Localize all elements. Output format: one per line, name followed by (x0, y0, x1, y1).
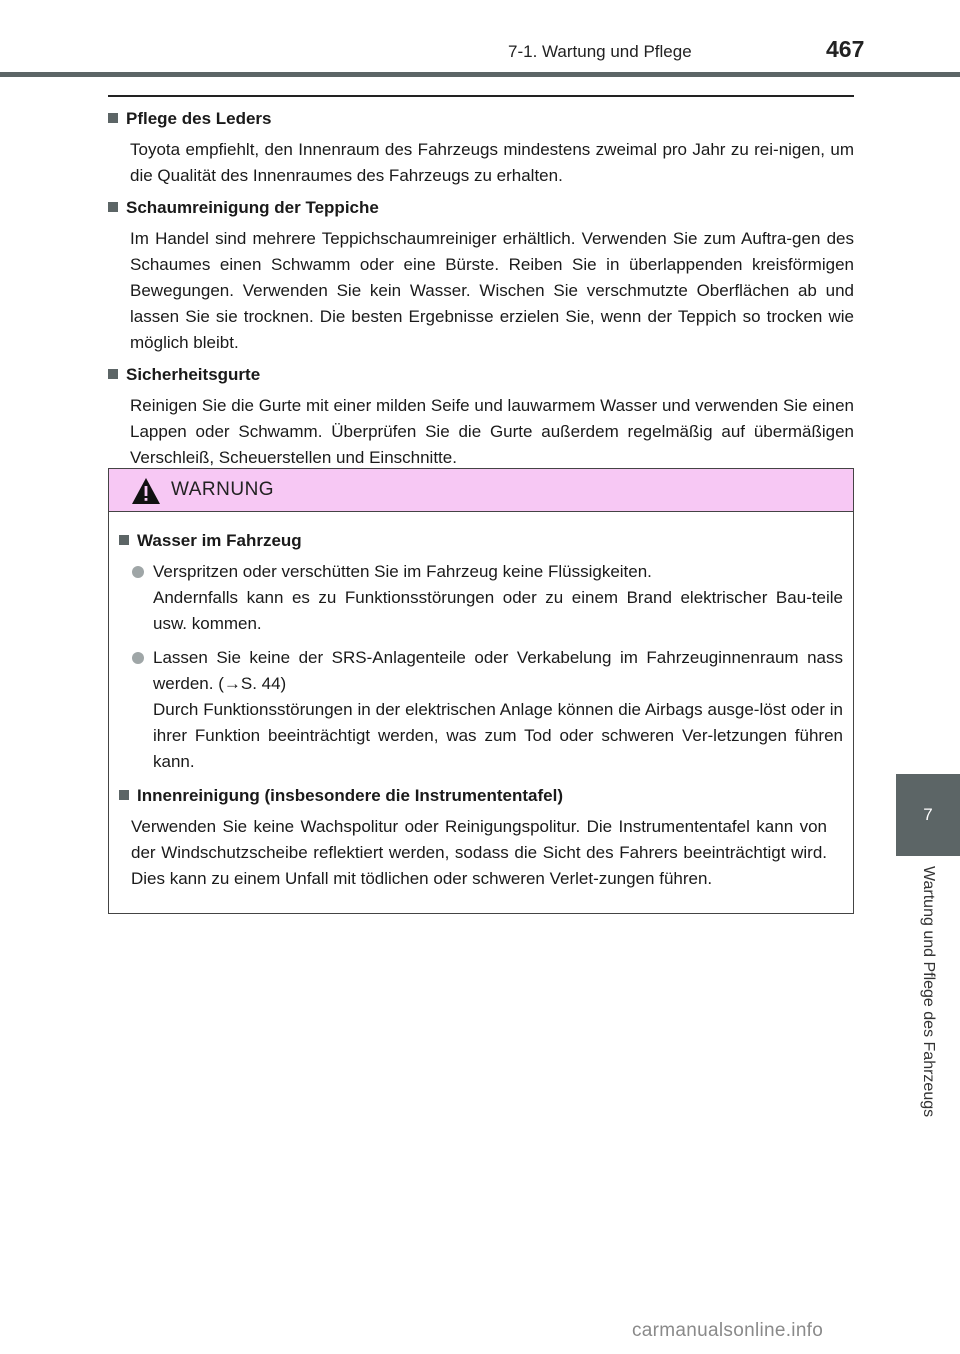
section-heading: Pflege des Leders (126, 109, 272, 128)
chapter-label: Wartung und Pflege des Fahrzeugs (920, 866, 937, 1118)
main-content (108, 106, 854, 477)
square-bullet-icon (108, 202, 118, 212)
section-text: Toyota empfiehlt, den Innenraum des Fahrzeugs mindestens zweimal pro Jahr zu rei-nigen, um die Qualität des Innenraumes des Fahrzeugs zu erhalten. (130, 140, 854, 185)
square-bullet-icon (119, 535, 129, 545)
warning-bullet: Verspritzen oder verschütten Sie im Fahrzeug keine Flüssigkeiten. Andernfalls kann es zu Funktionsstörungen oder zu einem Brand elektrischer Bau-teile usw. kommen. (119, 559, 843, 637)
page-header (0, 0, 960, 74)
section-carpet (108, 195, 854, 356)
section-heading: Sicherheitsgurte (126, 365, 261, 384)
warning-bullet: Lassen Sie keine der SRS-Anlagenteile oder Verkabelung im Fahrzeuginnenraum nass werden. (→S. 44) Durch Funktionsstörungen in der elektrischen Anlage können die Airbags ausge-löst oder in ihrer Funktion beeinträchtigt werden, was zum Tod oder schweren Ver-letzungen führen kann. (119, 645, 843, 775)
page-number: 467 (826, 36, 865, 62)
section-text: Reinigen Sie die Gurte mit einer milden Seife und lauwarmem Wasser und verwenden Sie einen Lappen oder Schwamm. Überprüfen Sie die Gurte außerdem regelmäßig auf übermäßigen Verschleiß, Scheuerstellen und Einschnitte. (130, 396, 854, 467)
warning-header (109, 469, 853, 512)
square-bullet-icon (108, 113, 118, 123)
warning-triangle-icon (131, 477, 161, 505)
section-leather (108, 106, 854, 189)
square-bullet-icon (119, 790, 129, 800)
warning-box (108, 468, 854, 914)
chapter-side-label (898, 866, 958, 1166)
top-rule (108, 95, 854, 97)
warning-text: Verwenden Sie keine Wachspolitur oder Reinigungspolitur. Die Instrumententafel kann von der Windschutzscheibe reflektiert werden, sodass die Sicht des Fahrers beeinträchtigt wird. Dies kann zu einem Unfall mit tödlichen oder schweren Verlet-zungen führen. (131, 817, 827, 888)
warning-subheading: Wasser im Fahrzeug (137, 531, 302, 550)
round-bullet-icon (132, 566, 144, 578)
square-bullet-icon (108, 369, 118, 379)
warning-label: WARNUNG (171, 479, 275, 500)
watermark: carmanualsonline.info (632, 1320, 824, 1341)
warning-body (109, 512, 853, 892)
header-stripe (0, 72, 960, 77)
section-seatbelts (108, 362, 854, 471)
round-bullet-icon (132, 652, 144, 664)
section-text: Im Handel sind mehrere Teppichschaumreiniger erhältlich. Verwenden Sie zum Auftra-gen des Schaumes einen Schwamm oder eine Bürste. Reiben Sie in überlappenden kreisförmigen Bewegungen. Verwenden Sie kein Wasser. Wischen Sie verschmutzte Oberflächen ab und lassen Sie sie trocknen. Die besten Ergebnisse erzielen Sie, wenn der Teppich so trocken wie möglich bleibt. (130, 229, 854, 352)
section-heading: Schaumreinigung der Teppiche (126, 198, 379, 217)
chapter-tab (896, 774, 960, 856)
chapter-number: 7 (923, 805, 933, 824)
section-title: 7-1. Wartung und Pflege (508, 42, 692, 61)
warning-subheading: Innenreinigung (insbesondere die Instrumententafel) (137, 786, 563, 805)
